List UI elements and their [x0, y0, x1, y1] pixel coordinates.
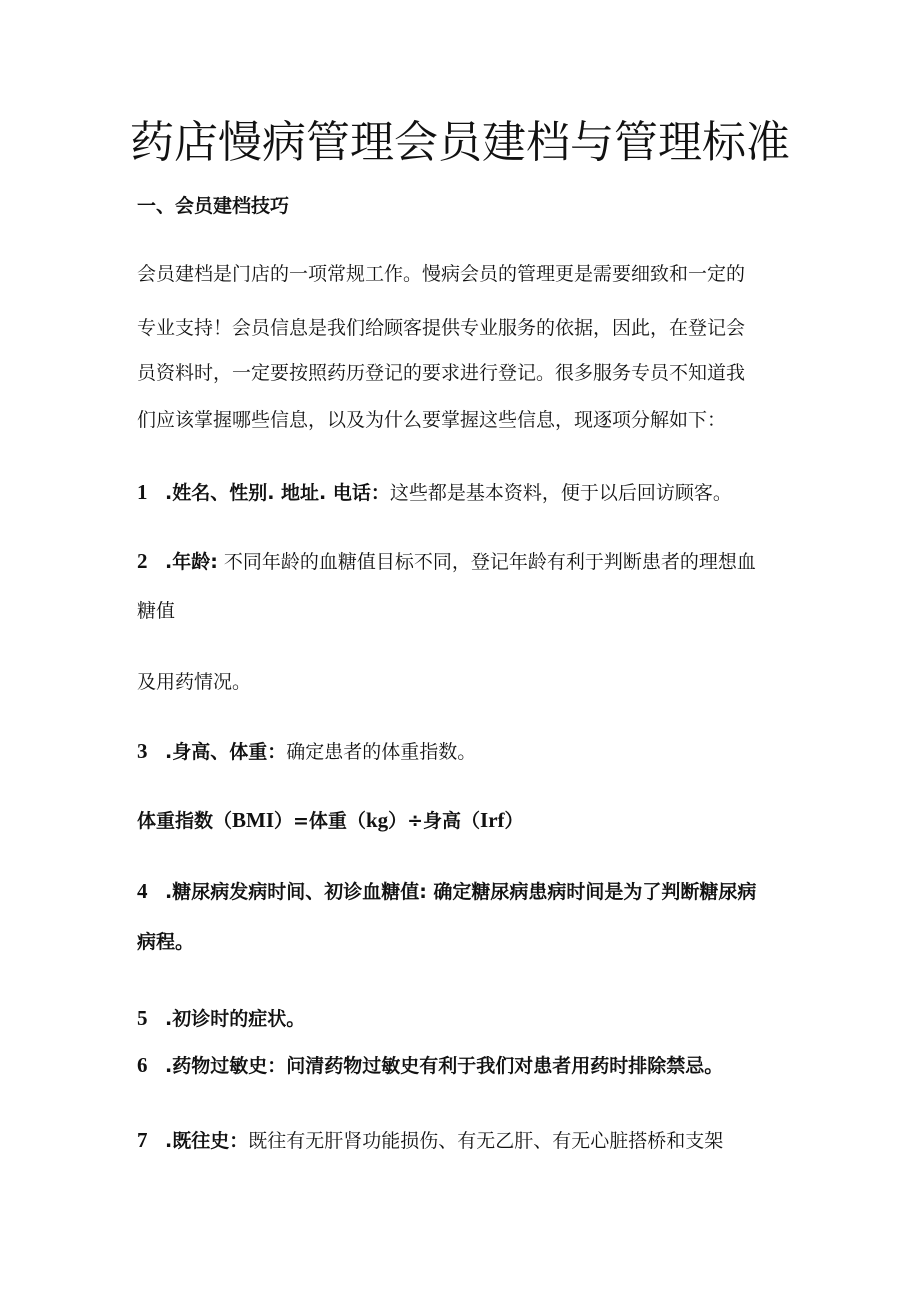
bmi-unit: Irf	[480, 808, 505, 832]
paragraph-line: 会员建档是门店的一项常规工作。慢病会员的管理更是需要细致和一定的	[137, 263, 746, 285]
bmi-text: 体重指数（	[137, 810, 233, 832]
bmi-abbr: BMI	[232, 808, 275, 832]
item-label: .初诊时的症状。	[165, 1008, 306, 1030]
item-number: 1	[137, 480, 148, 504]
paragraph-line: 们应该掌握哪些信息，以及为什么要掌握这些信息，现逐项分解如下：	[137, 409, 727, 431]
paragraph-line: 员资料时，一定要按照药历登记的要求进行登记。很多服务专员不知道我	[137, 362, 746, 384]
item-label: .年龄:	[165, 551, 218, 573]
bmi-unit: kg	[365, 808, 389, 832]
bmi-text: ）=体重（	[274, 810, 366, 832]
item-label: .身高、体重：	[165, 741, 287, 763]
item-label: .糖尿病发病时间、初诊血糖值: 确定糖尿病患病时间是为了判断糖尿病	[165, 881, 757, 903]
item-number: 3	[137, 739, 148, 763]
list-item-4	[137, 877, 797, 906]
item-number: 4	[137, 879, 148, 903]
section-heading: 一、会员建档技巧	[137, 195, 290, 217]
item-text: 既往有无肝肾功能损伤、有无乙肝、有无心脏搭桥和支架	[248, 1130, 724, 1152]
item-number: 7	[137, 1128, 148, 1152]
item-label: .药物过敏史：问清药物过敏史有利于我们对患者用药时排除禁忌。	[165, 1055, 724, 1077]
item-label: .姓名、性别. 地址. 电话：	[165, 482, 390, 504]
paragraph-line: 专业支持！会员信息是我们给顾客提供专业服务的依据，因此，在登记会	[137, 317, 746, 339]
list-item-5	[137, 1004, 797, 1033]
list-item-7	[137, 1126, 797, 1155]
bmi-text: ）÷身高（	[388, 810, 481, 832]
item-continuation: 病程。	[137, 931, 195, 953]
item-text: 这些都是基本资料，便于以后回访顾客。	[389, 482, 732, 504]
item-text: 不同年龄的血糖值目标不同，登记年龄有利于判断患者的理想血	[217, 551, 756, 573]
item-extra-line: 及用药情况。	[137, 671, 252, 693]
item-number: 2	[137, 549, 148, 573]
bmi-formula	[137, 806, 797, 835]
bmi-text: ）	[504, 810, 524, 832]
list-item-6	[137, 1051, 797, 1080]
item-number: 5	[137, 1006, 148, 1030]
item-continuation: 糖值	[137, 600, 176, 622]
list-item-1	[137, 478, 797, 507]
item-label: .既往史：	[165, 1130, 249, 1152]
document-title: 药店慢病管理会员建档与管理标准	[130, 117, 790, 168]
list-item-2	[137, 547, 797, 576]
item-text: 确定患者的体重指数。	[286, 741, 477, 763]
item-number: 6	[137, 1053, 148, 1077]
list-item-3	[137, 737, 797, 766]
